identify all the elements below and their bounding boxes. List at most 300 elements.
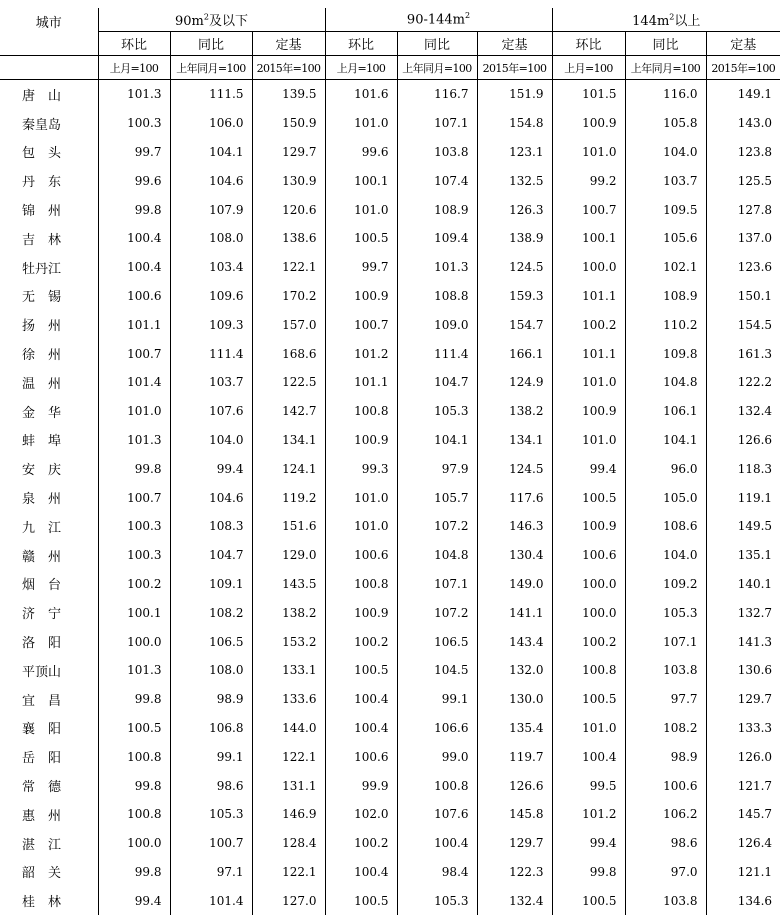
index-value: 101.5 [552,80,625,109]
city-name: 平顶山 [0,656,98,685]
index-value: 99.6 [325,138,397,167]
index-value: 142.7 [252,397,325,426]
index-value: 129.7 [477,829,552,858]
index-value: 145.7 [706,800,780,829]
index-value: 107.1 [397,570,477,599]
index-value: 104.0 [625,541,706,570]
index-value: 100.8 [98,742,170,771]
index-value: 102.1 [625,253,706,282]
city-name: 九 江 [0,512,98,541]
index-value: 107.4 [397,166,477,195]
index-value: 101.2 [325,339,397,368]
index-value: 100.6 [98,282,170,311]
index-value: 101.6 [325,80,397,109]
index-value: 149.5 [706,512,780,541]
city-name: 包 头 [0,138,98,167]
index-value: 108.9 [397,195,477,224]
index-value: 122.1 [252,858,325,887]
index-value: 130.4 [477,541,552,570]
index-value: 101.0 [98,397,170,426]
index-value: 100.4 [397,829,477,858]
index-value: 104.7 [170,541,252,570]
header-row-base [0,56,780,80]
index-value: 122.3 [477,858,552,887]
index-value: 99.7 [98,138,170,167]
index-value: 99.8 [552,858,625,887]
index-value: 99.3 [325,454,397,483]
index-value: 126.6 [706,426,780,455]
table-row [0,224,780,253]
city-name: 岳 阳 [0,742,98,771]
index-value: 100.3 [98,512,170,541]
index-value: 98.9 [625,742,706,771]
index-value: 98.4 [397,858,477,887]
index-value: 104.0 [170,426,252,455]
index-value: 98.6 [170,771,252,800]
index-value: 100.8 [98,800,170,829]
index-value: 100.7 [98,483,170,512]
table-row [0,483,780,512]
index-value: 103.7 [170,368,252,397]
city-name: 常 德 [0,771,98,800]
index-value: 130.0 [477,685,552,714]
city-name: 温 州 [0,368,98,397]
table-row [0,656,780,685]
index-value: 109.0 [397,310,477,339]
index-value: 149.1 [706,80,780,109]
index-value: 108.0 [170,224,252,253]
index-value: 138.2 [477,397,552,426]
city-name: 秦皇岛 [0,109,98,138]
index-value: 135.4 [477,714,552,743]
table-row [0,829,780,858]
index-value: 111.5 [170,80,252,109]
index-value: 100.1 [552,224,625,253]
city-name: 金 华 [0,397,98,426]
index-value: 101.0 [325,109,397,138]
index-value: 100.4 [325,685,397,714]
index-value: 99.8 [98,454,170,483]
index-value: 116.7 [397,80,477,109]
index-value: 166.1 [477,339,552,368]
index-value: 126.3 [477,195,552,224]
index-value: 97.1 [170,858,252,887]
city-name: 韶 关 [0,858,98,887]
index-value: 100.7 [98,339,170,368]
index-value: 99.4 [170,454,252,483]
index-value: 106.5 [397,627,477,656]
index-value: 138.9 [477,224,552,253]
city-name: 烟 台 [0,570,98,599]
base-2015: 2015年=100 [252,56,325,80]
table-row [0,426,780,455]
index-value: 121.7 [706,771,780,800]
index-value: 128.4 [252,829,325,858]
index-value: 101.0 [325,483,397,512]
index-value: 130.9 [252,166,325,195]
index-value: 100.0 [552,253,625,282]
index-value: 107.2 [397,598,477,627]
index-value: 124.9 [477,368,552,397]
index-value: 105.3 [625,598,706,627]
index-value: 105.8 [625,109,706,138]
index-value: 108.9 [625,282,706,311]
index-value: 100.4 [98,253,170,282]
index-value: 100.0 [552,598,625,627]
group-label-tail: 及以下 [209,14,248,29]
index-value: 138.6 [252,224,325,253]
table-row [0,368,780,397]
table-row [0,858,780,887]
index-value: 107.6 [170,397,252,426]
index-value: 101.4 [98,368,170,397]
index-value: 132.0 [477,656,552,685]
index-value: 99.4 [98,886,170,915]
city-name: 赣 州 [0,541,98,570]
index-value: 133.6 [252,685,325,714]
table-row [0,742,780,771]
index-value: 151.6 [252,512,325,541]
group-label: 144m [632,14,669,29]
index-value: 154.5 [706,310,780,339]
index-value: 101.0 [325,195,397,224]
index-value: 127.0 [252,886,325,915]
city-name: 济 宁 [0,598,98,627]
table-row [0,282,780,311]
index-value: 138.2 [252,598,325,627]
index-value: 100.9 [325,282,397,311]
index-value: 119.7 [477,742,552,771]
index-value: 101.0 [552,714,625,743]
index-value: 101.1 [98,310,170,339]
index-value: 106.5 [170,627,252,656]
index-value: 141.1 [477,598,552,627]
index-value: 119.1 [706,483,780,512]
index-value: 100.3 [98,109,170,138]
city-name: 洛 阳 [0,627,98,656]
group-header-90-144 [325,8,552,32]
index-value: 100.8 [552,656,625,685]
index-value: 101.1 [325,368,397,397]
city-name: 无 锡 [0,282,98,311]
index-value: 103.8 [625,656,706,685]
index-value: 104.1 [397,426,477,455]
index-value: 109.6 [170,282,252,311]
index-value: 123.8 [706,138,780,167]
index-value: 101.0 [325,512,397,541]
city-name: 惠 州 [0,800,98,829]
index-value: 99.8 [98,858,170,887]
index-value: 159.3 [477,282,552,311]
city-name: 唐 山 [0,80,98,109]
index-value: 131.1 [252,771,325,800]
index-value: 123.6 [706,253,780,282]
index-value: 100.6 [552,541,625,570]
index-value: 97.9 [397,454,477,483]
index-value: 100.2 [552,627,625,656]
index-value: 105.6 [625,224,706,253]
index-value: 100.0 [552,570,625,599]
index-value: 99.0 [397,742,477,771]
index-value: 100.0 [98,829,170,858]
table-row [0,166,780,195]
measure-base: 定基 [252,32,325,56]
measure-base: 定基 [706,32,780,56]
index-value: 100.7 [325,310,397,339]
index-value: 146.3 [477,512,552,541]
index-value: 126.6 [477,771,552,800]
index-value: 99.6 [98,166,170,195]
city-name: 湛 江 [0,829,98,858]
index-value: 100.9 [552,397,625,426]
index-value: 109.5 [625,195,706,224]
index-value: 110.2 [625,310,706,339]
index-value: 133.3 [706,714,780,743]
group-label-sup: 2 [669,13,674,22]
table-row [0,109,780,138]
index-value: 100.9 [552,512,625,541]
index-value: 151.9 [477,80,552,109]
index-value: 124.1 [252,454,325,483]
index-value: 100.5 [325,886,397,915]
index-value: 107.9 [170,195,252,224]
index-value: 144.0 [252,714,325,743]
index-value: 106.2 [625,800,706,829]
city-name: 襄 阳 [0,714,98,743]
table-row [0,570,780,599]
index-value: 100.9 [552,109,625,138]
index-value: 104.5 [397,656,477,685]
index-value: 101.0 [552,138,625,167]
measure-mom: 环比 [552,32,625,56]
index-value: 150.1 [706,282,780,311]
index-value: 123.1 [477,138,552,167]
index-value: 133.1 [252,656,325,685]
index-value: 105.3 [397,886,477,915]
base-mom: 上月=100 [552,56,625,80]
base-mom: 上月=100 [98,56,170,80]
measure-yoy: 同比 [625,32,706,56]
price-index-table [0,8,780,915]
index-value: 129.7 [252,138,325,167]
measure-mom: 环比 [98,32,170,56]
index-value: 104.8 [397,541,477,570]
index-value: 105.0 [625,483,706,512]
index-value: 100.7 [170,829,252,858]
table-row [0,253,780,282]
index-value: 108.2 [625,714,706,743]
index-value: 100.5 [325,656,397,685]
index-value: 121.1 [706,858,780,887]
index-value: 99.5 [552,771,625,800]
index-value: 137.0 [706,224,780,253]
table-row [0,598,780,627]
index-value: 100.5 [552,483,625,512]
index-value: 143.4 [477,627,552,656]
city-name: 牡丹江 [0,253,98,282]
index-value: 149.0 [477,570,552,599]
index-value: 117.6 [477,483,552,512]
index-value: 157.0 [252,310,325,339]
index-value: 124.5 [477,253,552,282]
index-value: 141.3 [706,627,780,656]
index-value: 108.6 [625,512,706,541]
index-value: 108.2 [170,598,252,627]
index-value: 109.2 [625,570,706,599]
table-row [0,800,780,829]
city-column-header: 城市 [0,8,98,56]
base-mom: 上月=100 [325,56,397,80]
index-value: 143.5 [252,570,325,599]
index-value: 118.3 [706,454,780,483]
index-value: 146.9 [252,800,325,829]
index-value: 97.0 [625,858,706,887]
index-value: 107.1 [397,109,477,138]
index-value: 99.8 [98,771,170,800]
index-value: 107.6 [397,800,477,829]
city-base-blank [0,56,98,80]
index-value: 119.2 [252,483,325,512]
base-yoy: 上年同月=100 [397,56,477,80]
group-label-sup: 2 [204,13,209,22]
index-value: 100.8 [325,570,397,599]
table-row [0,339,780,368]
index-value: 154.7 [477,310,552,339]
index-value: 101.3 [397,253,477,282]
index-value: 101.2 [552,800,625,829]
index-value: 154.8 [477,109,552,138]
table-row [0,714,780,743]
index-value: 103.4 [170,253,252,282]
index-value: 132.4 [477,886,552,915]
measure-yoy: 同比 [170,32,252,56]
index-value: 101.0 [552,426,625,455]
index-value: 122.2 [706,368,780,397]
index-value: 135.1 [706,541,780,570]
table-row [0,397,780,426]
table-row [0,685,780,714]
index-value: 108.0 [170,656,252,685]
header-row-measures [0,32,780,56]
index-value: 104.6 [170,483,252,512]
table-body [0,80,780,915]
index-value: 127.8 [706,195,780,224]
index-value: 122.1 [252,742,325,771]
measure-mom: 环比 [325,32,397,56]
city-name: 丹 东 [0,166,98,195]
index-value: 132.4 [706,397,780,426]
index-value: 145.8 [477,800,552,829]
measure-yoy: 同比 [397,32,477,56]
index-value: 100.5 [325,224,397,253]
city-name: 宜 昌 [0,685,98,714]
index-value: 125.5 [706,166,780,195]
index-value: 100.4 [552,742,625,771]
index-value: 100.6 [325,742,397,771]
base-yoy: 上年同月=100 [170,56,252,80]
index-value: 170.2 [252,282,325,311]
index-value: 99.7 [325,253,397,282]
index-value: 129.7 [706,685,780,714]
index-value: 101.1 [552,282,625,311]
index-value: 104.6 [170,166,252,195]
index-value: 104.1 [625,426,706,455]
index-value: 98.9 [170,685,252,714]
index-value: 106.8 [170,714,252,743]
index-value: 134.1 [477,426,552,455]
measure-base: 定基 [477,32,552,56]
index-value: 109.1 [170,570,252,599]
city-name: 桂 林 [0,886,98,915]
index-value: 100.6 [625,771,706,800]
index-value: 124.5 [477,454,552,483]
header-row-groups [0,8,780,32]
index-value: 130.6 [706,656,780,685]
index-value: 100.8 [397,771,477,800]
index-value: 100.4 [98,224,170,253]
city-name: 安 庆 [0,454,98,483]
index-value: 101.1 [552,339,625,368]
index-value: 122.5 [252,368,325,397]
index-value: 97.7 [625,685,706,714]
group-label: 90-144m [407,13,465,28]
index-value: 143.0 [706,109,780,138]
index-value: 101.0 [552,368,625,397]
index-value: 100.7 [552,195,625,224]
index-value: 100.8 [325,397,397,426]
index-value: 109.3 [170,310,252,339]
index-value: 109.4 [397,224,477,253]
index-value: 100.3 [98,541,170,570]
index-value: 105.7 [397,483,477,512]
city-name: 锦 州 [0,195,98,224]
index-value: 101.3 [98,426,170,455]
index-value: 100.4 [325,714,397,743]
table-row [0,454,780,483]
index-value: 168.6 [252,339,325,368]
city-name: 徐 州 [0,339,98,368]
index-value: 100.5 [98,714,170,743]
group-label-sup: 2 [465,11,470,20]
index-value: 153.2 [252,627,325,656]
table-row [0,80,780,109]
index-value: 109.8 [625,339,706,368]
index-value: 102.0 [325,800,397,829]
group-header-over-144 [552,8,780,32]
table-row [0,138,780,167]
index-value: 134.6 [706,886,780,915]
city-name: 蚌 埠 [0,426,98,455]
index-value: 100.2 [325,627,397,656]
index-value: 99.2 [552,166,625,195]
index-value: 100.6 [325,541,397,570]
index-value: 100.2 [325,829,397,858]
index-value: 107.2 [397,512,477,541]
city-name: 泉 州 [0,483,98,512]
index-value: 98.6 [625,829,706,858]
table-row [0,627,780,656]
base-2015: 2015年=100 [706,56,780,80]
index-value: 104.7 [397,368,477,397]
index-value: 100.4 [325,858,397,887]
index-value: 105.3 [170,800,252,829]
index-value: 104.8 [625,368,706,397]
index-value: 100.1 [325,166,397,195]
index-value: 122.1 [252,253,325,282]
index-value: 99.1 [397,685,477,714]
index-value: 100.0 [98,627,170,656]
index-value: 99.9 [325,771,397,800]
